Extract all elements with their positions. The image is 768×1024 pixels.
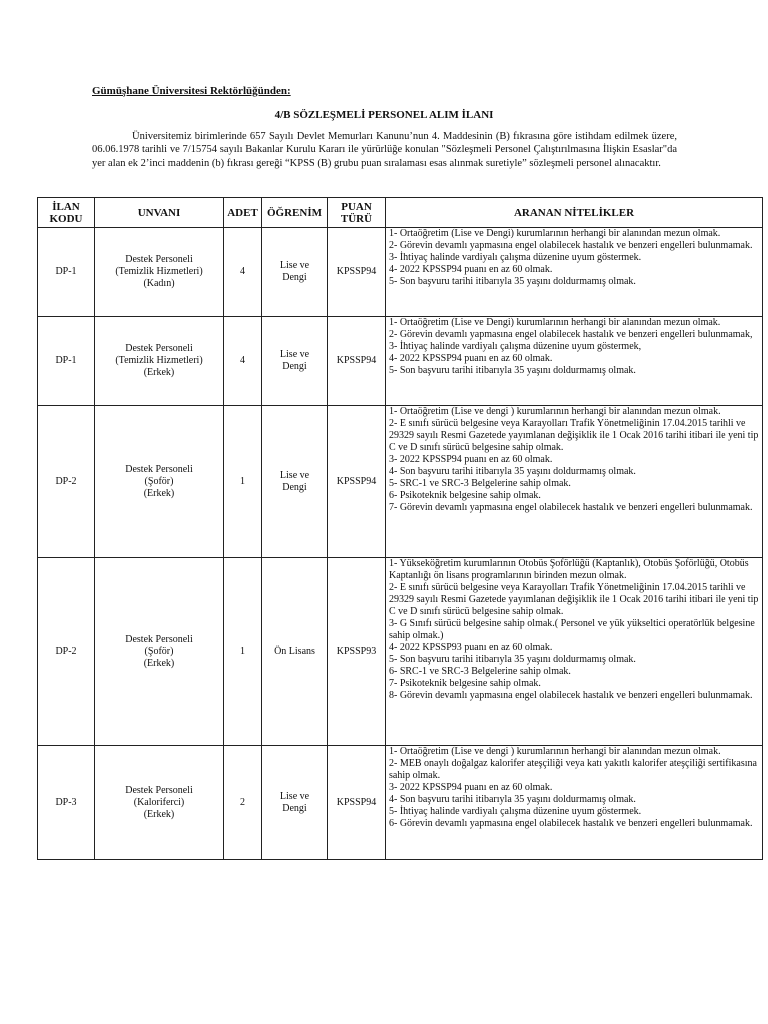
unvan-cell (95, 317, 224, 406)
unvan-line: (Şoför) (144, 475, 174, 487)
nitelikler-cell (386, 406, 763, 558)
puan-turu-cell: KPSSP94 (328, 228, 386, 317)
requirement-item: 5- İhtiyaç halinde vardiyalı çalışma düzenine uyum göstermek. (389, 806, 642, 817)
requirement-item: 4- 2022 KPSSP93 puanı en az 60 olmak. (389, 642, 553, 653)
positions-table (37, 197, 763, 860)
requirement-item: 2- E sınıfı sürücü belgesine veya Karayolları Trafik Yönetmeliğinin 17.04.2015 tarihli ve 29329 sayılı Resmi Gazetede yayımlanan değişiklik ile 1 Ocak 2016 tarihi itibari ile yeni tip C ve D sınıfı sürücü belgesine sahip olmak. (389, 582, 759, 617)
puan-turu-cell: KPSSP94 (328, 317, 386, 406)
unvan-cell (95, 406, 224, 558)
unvan-line: Destek Personeli (125, 254, 193, 265)
ogrenim-line: Lise ve (279, 260, 310, 271)
puan-turu-cell: KPSSP94 (328, 746, 386, 860)
nitelikler-cell (386, 746, 763, 860)
nitelikler-cell (386, 228, 763, 317)
nitelikler-cell (386, 558, 763, 746)
requirement-item: 5- Son başvuru tarihi itibarıyla 35 yaşını doldurmamış olmak. (389, 654, 636, 665)
unvan-line: (Temizlik Hizmetleri) (115, 355, 203, 366)
adet-cell: 4 (224, 317, 262, 406)
unvan-cell (95, 558, 224, 746)
requirement-item: 3- İhtiyaç halinde vardiyalı çalışma düzenine uyum göstermek, (389, 341, 642, 352)
header-adet: ADET (224, 198, 262, 228)
table-row (38, 317, 763, 406)
header-ogrenim: ÖĞRENİM (262, 198, 328, 228)
unvan-line: Destek Personeli (125, 463, 193, 475)
unvan-line: Destek Personeli (125, 633, 193, 645)
requirement-item: 4- Son başvuru tarihi itibarıyla 35 yaşını doldurmamış olmak. (389, 794, 636, 805)
requirement-item: 3- G Sınıfı sürücü belgesine sahip olmak.( Personel ve yük yükseltici operatörlük belgesine sahip olmak.) (389, 618, 755, 641)
requirement-item: 3- İhtiyaç halinde vardiyalı çalışma düzenine uyum göstermek. (389, 252, 642, 263)
header-unvani: UNVANI (95, 198, 224, 228)
requirement-item: 6- SRC-1 ve SRC-3 Belgelerine sahip olmak. (389, 666, 571, 677)
requirement-item: 1- Ortaöğretim (Lise ve dengi ) kurumlarının herhangi bir alanından mezun olmak. (389, 406, 721, 417)
requirement-item: 1- Ortaöğretim (Lise ve Dengi) kurumlarının herhangi bir alanından mezun olmak. (389, 228, 721, 239)
unvan-line: (Şoför) (144, 645, 174, 657)
header-aranan-nitelikler: ARANAN NİTELİKLER (386, 198, 763, 228)
requirement-item: 1- Ortaöğretim (Lise ve dengi ) kurumlarının herhangi bir alanından mezun olmak. (389, 746, 721, 757)
ogrenim-line: Dengi (282, 481, 307, 493)
requirement-item: 4- 2022 KPSSP94 puanı en az 60 olmak. (389, 353, 553, 364)
announcement-title: 4/B SÖZLEŞMELİ PERSONEL ALIM İLANI (274, 109, 494, 121)
organization-heading: Gümüşhane Üniversitesi Rektörlüğünden: (92, 85, 291, 97)
requirement-item: 5- Son başvuru tarihi itibarıyla 35 yaşını doldurmamış olmak. (389, 276, 636, 287)
requirement-item: 2- Görevin devamlı yapmasına engel olabilecek hastalık ve benzeri engelleri bulunmamak. (389, 240, 753, 251)
requirement-item: 2- E sınıfı sürücü belgesine veya Karayolları Trafik Yönetmeliğinin 17.04.2015 tarihli ve 29329 sayılı Resmi Gazetede yayımlanan değişiklik ile 1 Ocak 2016 tarihi itibari ile yeni tip C ve D sınıfı sürücü belgesine sahip olmak. (389, 418, 759, 453)
requirement-item: 1- Ortaöğretim (Lise ve Dengi) kurumlarının herhangi bir alanından mezun olmak. (389, 317, 721, 328)
unvan-line: (Erkek) (143, 367, 175, 378)
ogrenim-line: Ön Lisans (274, 645, 315, 657)
unvan-line: Destek Personeli (125, 784, 193, 796)
requirement-item: 7- Görevin devamlı yapmasına engel olabilecek hastalık ve benzeri engelleri bulunmamak. (389, 502, 753, 513)
unvan-line: (Temizlik Hizmetleri) (115, 266, 203, 277)
requirement-item: 4- 2022 KPSSP94 puanı en az 60 olmak. (389, 264, 553, 275)
ogrenim-line: Lise ve (279, 349, 310, 360)
ogrenim-line: Lise ve (279, 790, 310, 802)
ogrenim-line: Dengi (282, 361, 307, 372)
ogrenim-cell (262, 228, 328, 317)
requirement-item: 1- Yükseköğretim kurumlarının Otobüs Şoförlüğü (Kaptanlık), Otobüs Şoförlüğü, Otobüs Kaptanlığı ön lisans programlarının birinden mezun olmak. (389, 558, 749, 581)
requirement-item: 4- Son başvuru tarihi itibarıyla 35 yaşını doldurmamış olmak. (389, 466, 636, 477)
ogrenim-line: Dengi (282, 272, 307, 283)
intro-text: Üniversitemiz birimlerinde 657 Sayılı Devlet Memurları Kanunu’nun 4. Maddesinin (B) fıkrasına göre istihdam edilmek üzere, 06.06.1978 tarihli ve 7/15754 sayılı Bakanlar Kurulu Kararı ile yürürlüğe konulan "Sözleşmeli Personel Çalıştırılmasına İlişkin Esaslar"da yer alan ek 2’inci maddenin (b) fıkrası gereği “KPSS (B) grubu puan sıralaması esas alınmak suretiyle” sözleşmeli personel alınacaktır. (92, 131, 677, 169)
unvan-line: (Kadın) (143, 278, 175, 289)
unvan-cell (95, 228, 224, 317)
intro-paragraph (92, 130, 677, 170)
table-row (38, 406, 763, 558)
requirement-item: 3- 2022 KPSSP94 puanı en az 60 olmak. (389, 454, 553, 465)
header-puan-turu: PUAN TÜRÜ (328, 198, 386, 228)
requirement-item: 2- Görevin devamlı yapmasına engel olabilecek hastalık ve benzeri engelleri bulunmamak, (389, 329, 753, 340)
ogrenim-line: Lise ve (279, 469, 310, 481)
ogrenim-cell (262, 746, 328, 860)
requirement-item: 6- Psikoteknik belgesine sahip olmak. (389, 490, 541, 501)
adet-cell: 1 (224, 558, 262, 746)
ilan-kodu-cell: DP-2 (38, 406, 95, 558)
nitelikler-cell (386, 317, 763, 406)
ogrenim-cell (262, 317, 328, 406)
unvan-line: (Erkek) (143, 657, 175, 669)
requirement-item: 8- Görevin devamlı yapmasına engel olabilecek hastalık ve benzeri engelleri bulunmamak. (389, 690, 753, 701)
table-row (38, 746, 763, 860)
requirement-item: 7- Psikoteknik belgesine sahip olmak. (389, 678, 541, 689)
header-ilan-kodu: İLAN KODU (38, 198, 95, 228)
ilan-kodu-cell: DP-1 (38, 317, 95, 406)
unvan-line: (Kaloriferci) (133, 796, 185, 808)
table-row (38, 228, 763, 317)
adet-cell: 1 (224, 406, 262, 558)
table-header-row (38, 198, 763, 228)
adet-cell: 4 (224, 228, 262, 317)
requirement-item: 5- SRC-1 ve SRC-3 Belgelerine sahip olmak. (389, 478, 571, 489)
table-row (38, 558, 763, 746)
ogrenim-line: Dengi (282, 802, 307, 814)
ilan-kodu-cell: DP-1 (38, 228, 95, 317)
requirement-item: 3- 2022 KPSSP94 puanı en az 60 olmak. (389, 782, 553, 793)
unvan-cell (95, 746, 224, 860)
ogrenim-cell (262, 406, 328, 558)
unvan-line: Destek Personeli (125, 343, 193, 354)
unvan-line: (Erkek) (143, 487, 175, 499)
adet-cell: 2 (224, 746, 262, 860)
puan-turu-cell: KPSSP93 (328, 558, 386, 746)
puan-turu-cell: KPSSP94 (328, 406, 386, 558)
ilan-kodu-cell: DP-3 (38, 746, 95, 860)
ogrenim-cell (262, 558, 328, 746)
ilan-kodu-cell: DP-2 (38, 558, 95, 746)
requirement-item: 2- MEB onaylı doğalgaz kalorifer ateşçiliği veya katı yakıtlı kalorifer ateşçiliği sertifikasına sahip olmak. (389, 758, 757, 781)
requirement-item: 5- Son başvuru tarihi itibarıyla 35 yaşını doldurmamış olmak. (389, 365, 636, 376)
unvan-line: (Erkek) (143, 808, 175, 820)
requirement-item: 6- Görevin devamlı yapmasına engel olabilecek hastalık ve benzeri engelleri bulunmamak. (389, 818, 753, 829)
